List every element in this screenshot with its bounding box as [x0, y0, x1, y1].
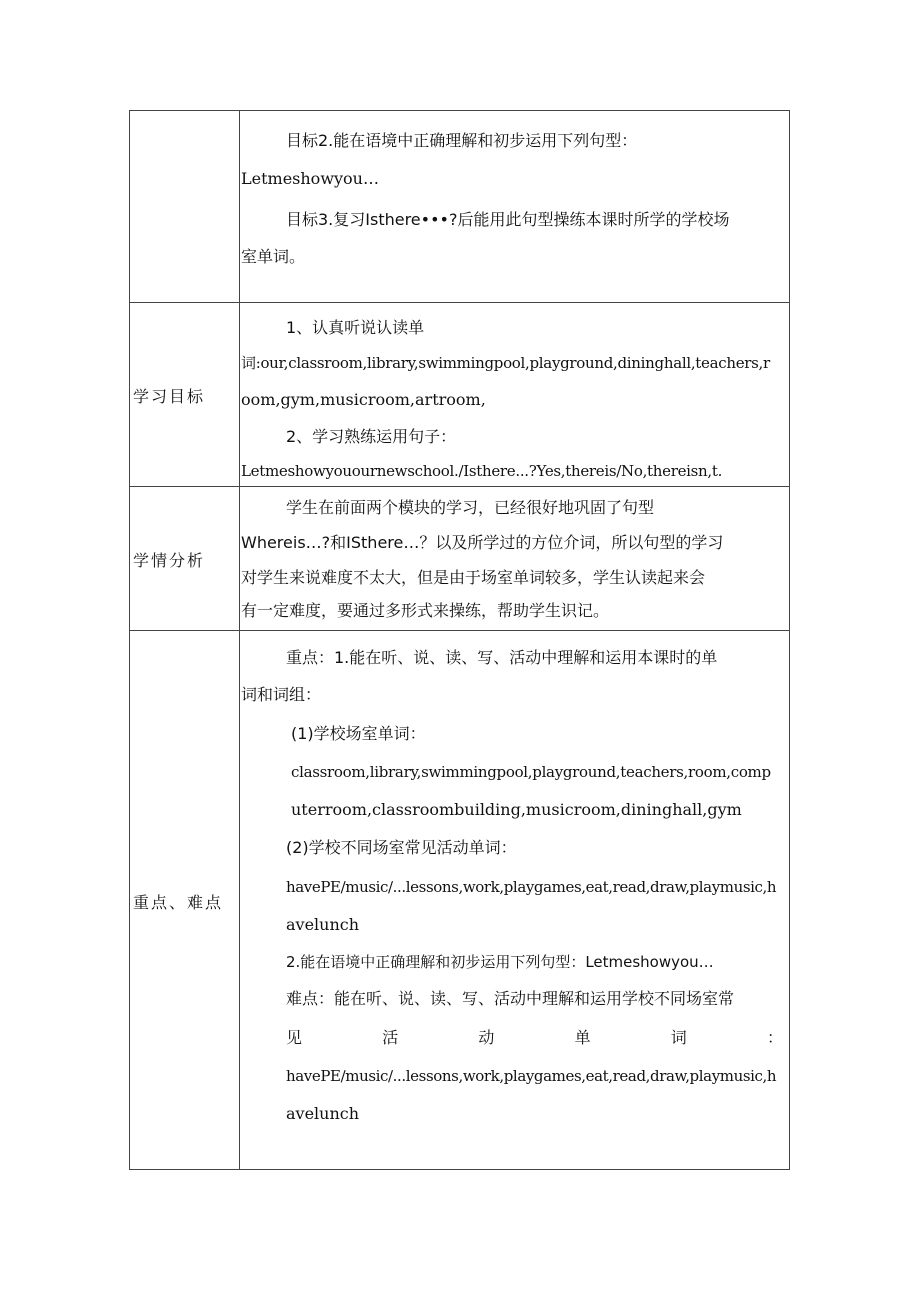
row-content-cell	[241, 303, 789, 486]
row-label-cell	[130, 111, 240, 302]
row-label: 学情分析	[133, 551, 206, 570]
justified-word: 词	[670, 1028, 687, 1047]
justified-word: ：	[766, 1028, 783, 1047]
text-line: avelunch	[286, 915, 360, 934]
text-line: (2)学校不同场室常见活动单词：	[286, 838, 517, 857]
row-label-cell	[130, 303, 240, 486]
text-line: 难点：能在听、说、读、写、活动中理解和运用学校不同场室常	[286, 989, 735, 1008]
row-label-cell	[130, 631, 240, 1169]
text-line: 目标2.能在语境中正确理解和初步运用下列句型：	[286, 131, 638, 150]
row-label: 重点、难点	[133, 893, 224, 912]
row-label-cell	[130, 487, 240, 630]
text-line: Letmeshowyouournewschool./Isthere...?Yes,thereis∕No,thereisn,t.	[241, 462, 723, 480]
text-line: 室单词。	[241, 247, 306, 266]
text-line: Whereis…?和ISthere…？以及所学过的方位介词，所以句型的学习	[241, 533, 724, 552]
justified-word: 单	[574, 1028, 591, 1047]
table-row	[130, 111, 789, 303]
text-line: 有一定难度，要通过多形式来操练，帮助学生识记。	[241, 601, 610, 620]
text-line: 学生在前面两个模块的学习，已经很好地巩固了句型	[286, 498, 655, 517]
justified-word: 动	[478, 1028, 495, 1047]
text-line: 词和词组：	[241, 685, 322, 704]
row-content-cell	[241, 487, 789, 630]
text-line: oom,gym,musicroom,artroom,	[241, 390, 486, 409]
text-line: classroom,library,swimmingpool,playground,teachers,room,comp	[291, 763, 771, 781]
text-line: 目标3.复习Isthere•••?后能用此句型操练本课时所学的学校场	[286, 210, 730, 229]
text-line: 重点：1.能在听、说、读、写、活动中理解和运用本课时的单	[286, 648, 718, 667]
lesson-plan-table	[129, 110, 790, 1170]
text-line: 2、学习熟练运用句子：	[286, 427, 457, 446]
justified-text-line	[286, 1027, 783, 1049]
text-line: havePE∕music∕...lessons,work,playgames,eat,read,draw,playmusic,h	[286, 1067, 777, 1085]
table-row	[130, 487, 789, 631]
text-line: Letmeshowyou…	[241, 169, 379, 188]
text-line: 词:our,classroom,library,swimmingpool,playground,dininghall,teachers,r	[241, 354, 770, 372]
text-line: uterroom,classroombuilding,musicroom,dininghall,gym	[291, 800, 742, 819]
text-line: 对学生来说难度不太大，但是由于场室单词较多，学生认读起来会	[241, 568, 706, 587]
text-line: havePE∕music∕...lessons,work,playgames,eat,read,draw,playmusic,h	[286, 878, 777, 896]
table-row	[130, 303, 789, 487]
row-content-cell	[241, 631, 789, 1169]
text-line: 2.能在语境中正确理解和初步运用下列句型：Letmeshowyou…	[286, 953, 714, 971]
text-line: avelunch	[286, 1104, 360, 1123]
table-row	[130, 631, 789, 1169]
text-line: 1、认真听说认读单	[286, 318, 425, 337]
justified-word: 见	[286, 1028, 303, 1047]
row-label: 学习目标	[133, 387, 206, 406]
text-line: (1)学校场室单词：	[291, 724, 426, 743]
row-content-cell	[241, 111, 789, 302]
justified-word: 活	[382, 1028, 399, 1047]
